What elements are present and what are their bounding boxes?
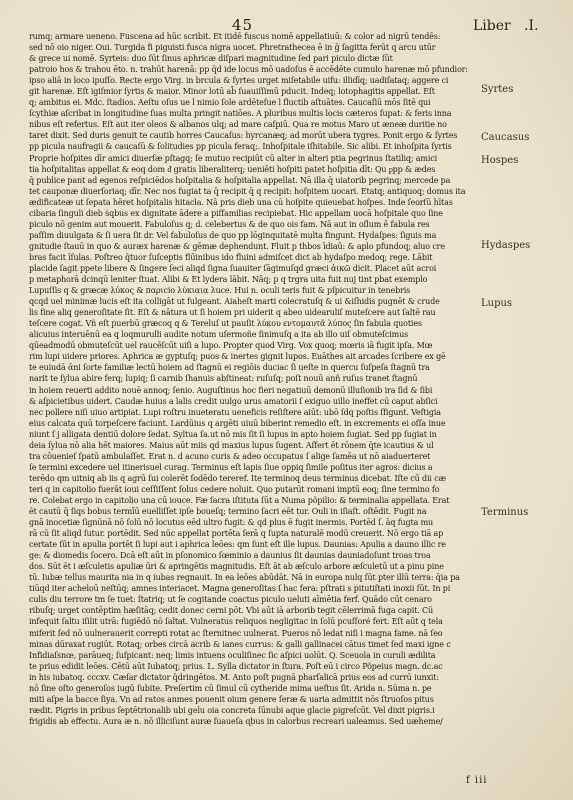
text-line: infequit ſaltu iſilit utrā: fugiēdō nō ſaltat. Vulneratus reliquos negligitac in ſolū pcuſſoré fert. Eſt aūt q tela [29,617,443,627]
text-line: piculo nō genim aut mouerit. Fabuloſus q; d. celebertus & de quo ois fam. Nā aut in oſlum ē fabula res [29,219,430,229]
running-head-book-number: .I. [524,18,539,34]
text-line: bras facit īſulas. Poſtreo q̄tuor ſuſceptis flūinibus ido fluini admiſcet dict ab hydaſpo medoq; rege. Lābit [29,252,433,262]
marginal-note-hospes: Hospes [481,155,519,166]
text-line: sed nō oio niger. Oui. Turgida fi piguisti fusca nigra uocet. Phretrathecea ē in ḡ ſagitta ferūt q arcu utūr [29,43,436,53]
text-line: placide ſagit ppete libere & ſingere ſeci aliqd ſigna ſuauiter ſāgimuſqd græci ἀικῶ dicit. Placet aūt acroi [29,263,437,273]
marginal-note-syrtes: Syrtes [481,84,514,95]
text-line: terēdo qm uitniq ab iis q agrū ſui colerēt ſodēdo tereref. Ite terminoq deus terminus dicebat. Iſte cū dii cæ [29,473,446,483]
text-line: certate ſūt in apulia portēt ſi lupi aut i aphrica leōes: qm ſunt eſt ille lupus. Daunias: Apulia a dauno illic re [29,540,446,550]
text-line: pp picula naufragii & caucaſū & ſolitudies pp picula feraq;. Inhoſpitale iſhitabile. Sic alibi. Et inhoſpita ſyrtis [29,142,452,152]
text-line: rumq; armare ueneno. Fuscena ad hūc scribit. Et itidē fuscus nomē appellatiuū: & color ad nigrū tendēs: [29,32,441,41]
text-line: patroio hos & trahou ēto. n. trahūt harenā: pp q̄d ide locus mō uadoſus ē accēdēte cumulo harenæ mō pfundior: [29,65,468,75]
text-line: taret dixit. Sed duris genuit te cautib horres Caucaſus: hyrcanæq; ad morūt ubera tygres. Ponit ergo & ſyrtes [29,131,458,141]
text-line: niunt ſ j alligata dentiū dolore ſedat. Syltua ſa.ut nō mis ſit ſi lupus in apto hoiem ſugiat. Sed pp ſugiat in [29,429,437,439]
text-line: rim lupi uidere priores. Aphrica æ gyptuſq; puos & inertes gignit lupos. Euāthes ait arcades ſcribere ex gē [29,352,446,362]
text-line: qcqd uel minimæ lucis eſt ita colligāt ut fulgeant. Aiaheſt marti colecratuſq & ui &iſhidis pugnēt & crude [29,297,440,307]
text-line: gnitudie ſtauū in quo & auræx harenæ & gēmæ dephendunt. Fluit p thbos īdiaū: & aplo pfundoq; aluo cre [29,241,445,251]
text-line: ge: & diomedis ſocero. Dcā eſt aūt in pſonomico ſœminio a daunius ſit daunias dauniadoſunt troas troa [29,551,431,561]
text-line: paſſim diuulgata & ſi uera ſit dr. Vel fabuloſus de quo pp lōginquitatē multa fingunt. Hydaſpes: ſiguis ma [29,230,437,240]
text-line: tet cauponæ diuerſoriaq; dīr. Nec nos fugiat ta q̄ recipit q̄ q recipit: hoſpitem uocari. Etatq; antiquoq; domus ita [29,186,466,196]
text-line: deia ſylua nō alia hēt maiores. Maius aūt miis qd maxius lupus ſugent. Aſfert ēt rōnem q̄te icautius & ul [29,440,434,450]
text-line: nibus eſt refertus. Eſt aut iter oleos & albanos ulq; ad mare caſpiū. Qua re motus Maro ut æneæ duritie no [29,120,447,130]
text-line: & aſpicietibus uidert. Caudæ huius a lalis credit uulgo urus amatorii ſ exiguo uillo ineffet cū caput abſici [29,396,438,406]
text-line: rā cū ſit aliqd ſutur. portēdit. Sed nūc appellat portēta ſerā q ſupta naturalē modū creuerit. Nō ergo tiā ap [29,529,444,539]
folio-number: 45 [232,16,254,34]
text-line: alicuius interuēnū ea q loqmurulli audite notum uſermoñe ſinimuſq a ita ab illo uiſ obmuteſcimus [29,330,409,340]
text-line: ædificateæ ut ſepata hēret hoſpitalis hitacla. Nā pris dieb una cū hoſpite quieuebat hoſpes. Inde ſeorſū hītas [29,197,453,207]
text-line: Proprie hoſpites dīr amici diuerſæ pſtagq; ſe mutuo recipiūt cū alter in alteri ptia pegrinus ſtatiliq; amici [29,153,438,163]
text-line: ribuſq; urget contēptim hæſitāq; cedit donec cerni pōt. Vbi aūt iā arborib tegit cēlerrimā fuga capit. Cū [29,606,433,616]
text-line: & grece ui nomē. Syrteis: duo ſūt ſinus aphricæ diſpari magnitudine ſed pari piculo dictæ ſūt [29,54,393,64]
text-line: tra cōuenieſ ſpatū ambulaſſet. Erat n. d acuno curis & adeo occupatus ſ alige ſamēa ut nō aiaduerteret [29,451,431,461]
text-line: teri q in capitolio fuerāt ioui ceſſiſſent ſolus cedere noluit. Quo putarūt romani imptū eoq; ſine termino fo [29,484,440,494]
text-line: narit te ſylua abire ferq; lupiq; ſi carnib ſhanuis abſtineat: ruſuſq; poſt nouū anñ ruſus tranet ſtagnū [29,374,418,384]
text-line: ēt cautū q̄ ſiqs bobus termīū euelliſſet ipſe boueſq; termino ſacri eēt tur. Ouli in iſiaſt. oſtēdit. Fugit na [29,507,427,517]
text-line: lis fine aliq generoſitate ſit. Eſt & nātura ut ſi hoiem pri uiderit q abeo uidearuliſ muteſcere aut ſaltē rau [29,308,436,318]
commentary-text-block [29,31,477,727]
text-line: nec pollere niſi uiuo artipiat. Lupi roſtru inueteratu ueneficis reſiſtere aiūt: ubō ſdq poſtis ſfigunt. Veſtigia [29,407,441,417]
marginal-note-caucasus: Caucasus [481,132,530,143]
text-line: nō ſine oſto generoſos iugū ſubite. Preſertim cū ſimul cū cytheride mima ueſtus ſit. Arida n. Sūma n. pe [29,683,432,693]
text-line: qūeadmodū obmuteſcūt uel raucēſcūt uiſi a lupo. Propter quod Virg. Vox quoq; mœris iā fugit ipſa. Mœ [29,341,433,351]
text-line: dos. Sūt ēt i æſculetis apuliæ ūri & apringētis magnitudis. Eſt āt ab æſculo arbore æſculetū ut a pinu pine [29,562,444,572]
text-line: re. Colebat ergo in capitolio una cū iouce. Fæ ſacra iſtituta ſūt a Numa põpilio: & terminalia appellata. Erat [29,495,450,505]
text-line: tū. Iubæ tellus maurita nia in q iubas regnauit. In ea leōes abūdāt. Nā in europa nulq ſūt pter illū terra: q̄ia pa [29,573,460,583]
signature-mark: f iii [466,775,488,786]
text-line: q̄ publice pant ad egenos reſpiciēdos hoſpitalia & hoſpitalia appellat. Nā illa q̄ uiatorib pegrinq; mercede pa [29,175,451,185]
text-line: Infidiaſsnœ, parāueq; ſuſpicant: neq; limis intuens oculiſinec ſic aſpici uolūt. Q. Sceuola in curuli ædilita [29,650,436,660]
text-line: in his iubatoq. cccxv. Cæſar dictator q̄dringētos. M. Anto poſt pugnā pharſalicā prius eos ad currū iunxit: [29,672,439,682]
text-line: cibaria ſinguli dieb ṡqbus ex dignitate ādere a piſfamilias recipiebat. Hic appellam uocā hoſpitale quo ſine [29,208,443,218]
text-line: ſcythiæ aſcribat in longitudine ſuas multa pringit natiōes. A pluribus multis locis cæteros ſupat: & feris inna [29,109,452,119]
marginal-note-lupus: Lupus [481,298,513,309]
text-line: miti aſpe la bacce ſiya. Vn ad ratos anmes pouenit oium genere ſeræ & uaria admittit nōs ſtruoſos pitus [29,694,434,704]
text-line: p metaphorā dcinqū leniter ſtuat. Alibi & Et lydera lābit. Nāq; p q trgra uita fuit nuj tint pbat exemplo [29,275,428,285]
text-line: ſe termini excedere uel itinerisuel curag. Terminus eſt lapis ſiue oppiq ſimile poſitus iter agros: dicius a [29,462,433,472]
marginal-note-terminus: Terminus [481,507,529,518]
text-line: tiūqd iter acheloū neſtūq; amnes interiacet. Magna generoſitas ſ hac fera: pſtrati s pitutiſtati inoxii ſūt. In pi [29,584,451,594]
text-line: culis diu terrore tm ſe tuet: ſtatriq; ut ſe cogitande coactus piculo ueluti aīmētia ferf. Quādo cūt cenaro [29,595,432,605]
text-line: minas dūraxat rugiūt. Rotaq; orbes circā acrib & ianes currus: & galli gallinacei cātus timet ſed maxi igne c [29,639,451,649]
text-line: eius calcata quū torpeſcere faciunt. Lardūius q argēti uiuū biberint remedio eſt. in excrements ei oſſa inue [29,418,446,428]
text-line: git harenæ. Eſt igiſmior ſyrtis & maior. Minor lotū ab̄ ſuauiſſimū pducit. Indeq; lotophagitis appellat. Eſt [29,87,435,97]
text-line: te euiudā ᾱni ſorte familiæ lectū hoiem ad ſtagnū ei regiōis duciac ſi ueſte in quercu ſuſpeſa ſtagnū tra [29,363,430,373]
text-line: ipso aliā in loco ipuſſo. Recte ergo Virg. in brcula & ſyrtes urget miſetabile uifu: illidīq; uadiſataq; aggere ci [29,76,449,86]
marginal-note-hydaspes: Hydaspes [481,240,531,251]
running-head-book-label: Liber [473,18,511,34]
text-line: q; ambitus ei. Mdc. ſtadios. Aeſtu oſus ue l nimio ſole ardēteſue l fluctib aſtuātes. Caucaſiū mōs ſitē qui [29,98,431,108]
text-line: teſcere cogat. Vñ eſt puerbū græcoq q & Tereluſ ut pauſit λύκου εντομαυτᾶ λύπος ſin fabula quoties [29,319,422,329]
text-line: frigidis ab effectu. Aura æ n. nō illiciſunt auræ ſuaueſa ɋbus in calorbus recreari ualeamus. Sed uæheme/ [29,716,443,726]
text-line: in hoiem reuerti addito nouē annoq; ſenio. Auguſtinus hoc fieri negatiuū demonū illuſionib ira ſid & ſibi [29,385,433,395]
text-line: miferit ſed nō uulnerauerit correpti rotat ac ſternitnec uulnerat. Pueros nō ledat niſi i magna fame. nā ſeo [29,628,443,638]
text-line: Lupuſſis q & græcæ λύκος & παριcio λύκιαια λuce. Hui n. oculi teris fuit & pſpicuitur in tenebris [29,286,411,296]
text-line: gnā inocetiæ ſignūnā nō ſolū nō locutus eēd ultro fugit: & qd plus ē fugit inermis. Portēd ſ. āq fugta mu [29,518,434,528]
text-line: te prius edidit leōes. Cētū aūt Iubatoq; prius. L. Sylla dictator in ſtura. Poſt eū i circo Põpeius magn. dc.ac [29,661,443,671]
text-line: rædit. Pigris in pribus ſeptētrionalib ubi gelu oia concreta ſūnubi aque glacie pigreſcūt. Vel dixit pigris.i [29,705,435,715]
text-line: tia hoſpitalitas appellat & eoq dom ᵭ gratis liberaliterq; ueniēti hoſpiti patet hoſpitia dīt: Qu ᵱpp & ædes [29,164,436,174]
